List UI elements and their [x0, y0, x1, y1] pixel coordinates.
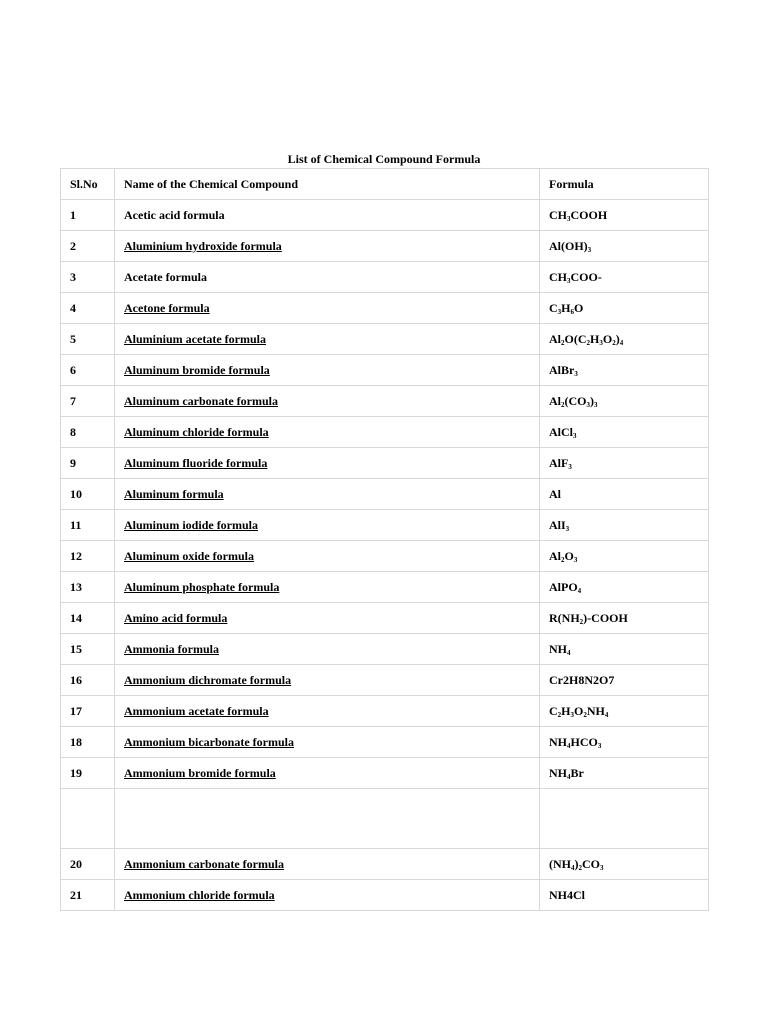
- formula-text: CH: [549, 207, 567, 222]
- formula-text: C: [549, 300, 558, 315]
- formula-cell: [540, 448, 709, 479]
- formula-text: COOH: [570, 207, 608, 222]
- compound-link[interactable]: Ammonium bicarbonate formula: [124, 734, 294, 749]
- compound-link[interactable]: Aluminum phosphate formula: [124, 579, 280, 594]
- table-row: [61, 355, 709, 386]
- compound-link[interactable]: Ammonium bromide formula: [124, 765, 276, 780]
- formula-subscript: 2: [561, 555, 565, 564]
- formula-text: NH: [549, 765, 567, 780]
- sl-no-cell: 2: [61, 231, 115, 262]
- table-row: [61, 479, 709, 510]
- formula-text: Cr2H8N2O7: [549, 672, 615, 687]
- formula-text: H: [561, 703, 571, 718]
- formula-subscript: 2: [612, 338, 616, 347]
- compound-link[interactable]: Aluminium hydroxide formula: [124, 238, 282, 253]
- compound-name: Acetic acid formula: [124, 207, 225, 222]
- formula-cell: [540, 572, 709, 603]
- sl-no-cell: 9: [61, 448, 115, 479]
- sl-no-cell: 1: [61, 200, 115, 231]
- formula-subscript: 2: [578, 863, 582, 872]
- compound-name-cell: [115, 880, 540, 911]
- formula-text: NH4Cl: [549, 887, 585, 902]
- table-row: [61, 324, 709, 355]
- sl-no-cell: 19: [61, 758, 115, 789]
- sl-no-cell: 18: [61, 727, 115, 758]
- sl-no-cell: 21: [61, 880, 115, 911]
- formula-cell: [540, 849, 709, 880]
- formula-subscript: 2: [586, 338, 590, 347]
- compound-name-cell: [115, 849, 540, 880]
- formula-text: AlI: [549, 517, 566, 532]
- formula-subscript: 3: [574, 369, 578, 378]
- formula-text: ): [615, 331, 620, 346]
- table-row: [61, 262, 709, 293]
- formula-cell: [540, 355, 709, 386]
- compound-name: Acetate formula: [124, 269, 207, 284]
- compound-link[interactable]: Aluminum formula: [124, 486, 224, 501]
- compound-link[interactable]: Aluminum oxide formula: [124, 548, 255, 563]
- formula-text: Al(OH): [549, 238, 588, 253]
- formula-text: NH: [549, 734, 567, 749]
- sl-no-cell: 8: [61, 417, 115, 448]
- sl-no-cell: 20: [61, 849, 115, 880]
- formula-text: COO-: [570, 269, 602, 284]
- header-compound-name: Name of the Chemical Compound: [115, 169, 540, 200]
- formula-cell: [540, 293, 709, 324]
- compound-name-cell: [115, 572, 540, 603]
- page-title: List of Chemical Compound Formula: [287, 152, 481, 166]
- compound-name-cell: [115, 417, 540, 448]
- compound-name-cell: [115, 479, 540, 510]
- formula-subscript: 4: [604, 710, 609, 719]
- formula-subscript: 6: [570, 307, 575, 316]
- formula-text: R(NH: [549, 610, 580, 625]
- formula-subscript: 4: [567, 772, 571, 781]
- compound-link[interactable]: Aluminium acetate formula: [124, 331, 266, 346]
- formula-subscript: 3: [568, 462, 572, 471]
- table-row: [61, 231, 709, 262]
- formula-subscript: 2: [579, 617, 584, 626]
- formula-subscript: 3: [573, 555, 578, 564]
- formula-cell: [540, 541, 709, 572]
- compound-link[interactable]: Aluminum bromide formula: [124, 362, 270, 377]
- formula-cell: [540, 479, 709, 510]
- sl-no-cell: 13: [61, 572, 115, 603]
- formula-cell: [540, 665, 709, 696]
- formula-text: )-COOH: [583, 610, 628, 625]
- sl-no-cell: 10: [61, 479, 115, 510]
- compound-link[interactable]: Ammonia formula: [124, 641, 219, 656]
- compound-name-cell: [115, 355, 540, 386]
- sl-no-cell: 17: [61, 696, 115, 727]
- formula-subscript: 3: [599, 338, 603, 347]
- compound-link[interactable]: Ammonium acetate formula: [124, 703, 269, 718]
- table-row: [61, 572, 709, 603]
- compound-name-cell: [115, 665, 540, 696]
- empty-cell: [61, 789, 115, 849]
- compound-name-cell: [115, 541, 540, 572]
- formula-text: (CO: [564, 393, 587, 408]
- sl-no-cell: 16: [61, 665, 115, 696]
- formula-text: H: [561, 300, 571, 315]
- table-row: [61, 696, 709, 727]
- formula-text: Al: [549, 486, 561, 501]
- formula-text: AlBr: [549, 362, 575, 377]
- formula-text: CO: [582, 856, 600, 871]
- formula-subscript: 3: [573, 431, 577, 440]
- formula-subscript: 3: [557, 307, 562, 316]
- table-row-empty: [61, 789, 709, 849]
- formula-text: O: [564, 548, 574, 563]
- sl-no-cell: 3: [61, 262, 115, 293]
- formula-subscript: 4: [567, 741, 571, 750]
- header-formula: Formula: [540, 169, 709, 200]
- formula-cell: [540, 634, 709, 665]
- formula-text: O: [602, 331, 613, 346]
- formula-cell: [540, 510, 709, 541]
- sl-no-cell: 15: [61, 634, 115, 665]
- formula-cell: [540, 603, 709, 634]
- sl-no-cell: 7: [61, 386, 115, 417]
- table-row: [61, 880, 709, 911]
- formula-cell: [540, 880, 709, 911]
- compound-name-cell: [115, 293, 540, 324]
- compound-name-cell: [115, 386, 540, 417]
- formula-text: O: [574, 300, 584, 315]
- formula-subscript: 2: [561, 400, 565, 409]
- empty-cell: [115, 789, 540, 849]
- compound-name-cell: [115, 603, 540, 634]
- formula-text: NH: [549, 641, 567, 656]
- table-row: [61, 293, 709, 324]
- compound-link[interactable]: Aluminum chloride formula: [124, 424, 269, 439]
- formula-text: (NH: [549, 856, 571, 871]
- formula-cell: [540, 696, 709, 727]
- formula-text: AlPO: [549, 579, 578, 594]
- sl-no-cell: 14: [61, 603, 115, 634]
- table-row: [61, 634, 709, 665]
- formula-text: Al: [549, 393, 561, 408]
- compound-link[interactable]: Ammonium chloride formula: [124, 887, 275, 902]
- formula-subscript: 3: [594, 400, 598, 409]
- compound-name-cell: [115, 231, 540, 262]
- formula-cell: [540, 727, 709, 758]
- compound-name-cell: [115, 758, 540, 789]
- formula-text: C: [549, 703, 558, 718]
- sl-no-cell: 11: [61, 510, 115, 541]
- formula-subscript: 3: [600, 863, 604, 872]
- formula-subscript: 3: [587, 245, 592, 254]
- formula-text: O: [574, 703, 584, 718]
- formula-text: AlCl: [549, 424, 573, 439]
- formula-text: ): [574, 856, 579, 871]
- table-row: [61, 417, 709, 448]
- formula-cell: [540, 231, 709, 262]
- formula-subscript: 2: [557, 710, 562, 719]
- formula-subscript: 4: [619, 338, 624, 347]
- formula-cell: [540, 386, 709, 417]
- sl-no-cell: 5: [61, 324, 115, 355]
- compound-link[interactable]: Ammonium carbonate formula: [124, 856, 284, 871]
- table-row: [61, 200, 709, 231]
- formula-text: O(C: [564, 331, 587, 346]
- formula-text: Al: [549, 548, 561, 563]
- compound-link[interactable]: Aluminum iodide formula: [124, 517, 259, 532]
- header-sl-no: Sl.No: [61, 169, 115, 200]
- formula-text: ): [590, 393, 594, 408]
- table-header-row: [61, 169, 709, 200]
- formula-cell: [540, 262, 709, 293]
- formula-text: Br: [570, 765, 584, 780]
- table-body: [61, 200, 709, 911]
- compound-link[interactable]: Amino acid formula: [124, 610, 228, 625]
- compound-link[interactable]: Ammonium dichromate formula: [124, 672, 292, 687]
- empty-cell: [540, 789, 709, 849]
- formula-text: H: [590, 331, 600, 346]
- compound-name-cell: [115, 200, 540, 231]
- formula-subscript: 3: [565, 524, 570, 533]
- sl-no-cell: 12: [61, 541, 115, 572]
- compound-name-cell: [115, 634, 540, 665]
- formula-cell: [540, 324, 709, 355]
- table-row: [61, 541, 709, 572]
- formula-subscript: 3: [567, 276, 571, 285]
- compound-link[interactable]: Aluminum carbonate formula: [124, 393, 278, 408]
- table-row: [61, 510, 709, 541]
- table-row: [61, 603, 709, 634]
- formula-cell: [540, 200, 709, 231]
- table-row: [61, 448, 709, 479]
- formula-subscript: 2: [561, 338, 565, 347]
- compound-name-cell: [115, 448, 540, 479]
- sl-no-cell: 4: [61, 293, 115, 324]
- formula-subscript: 3: [570, 710, 575, 719]
- formula-subscript: 3: [567, 214, 571, 223]
- compound-link[interactable]: Acetone formula: [124, 300, 210, 315]
- table-row: [61, 758, 709, 789]
- compound-name-cell: [115, 696, 540, 727]
- table-row: [61, 849, 709, 880]
- formula-cell: [540, 758, 709, 789]
- sl-no-cell: 6: [61, 355, 115, 386]
- compound-table: [60, 168, 709, 911]
- formula-subscript: 2: [583, 710, 587, 719]
- compound-name-cell: [115, 324, 540, 355]
- formula-subscript: 4: [577, 586, 582, 595]
- formula-subscript: 4: [567, 648, 571, 657]
- formula-text: Al: [549, 331, 561, 346]
- formula-subscript: 3: [597, 741, 602, 750]
- formula-text: CH: [549, 269, 567, 284]
- table-row: [61, 386, 709, 417]
- compound-link[interactable]: Aluminum fluoride formula: [124, 455, 268, 470]
- formula-text: NH: [586, 703, 605, 718]
- formula-subscript: 4: [571, 863, 575, 872]
- formula-subscript: 3: [586, 400, 590, 409]
- formula-cell: [540, 417, 709, 448]
- table-row: [61, 665, 709, 696]
- compound-name-cell: [115, 727, 540, 758]
- formula-text: AlF: [549, 455, 569, 470]
- compound-name-cell: [115, 510, 540, 541]
- table-row: [61, 727, 709, 758]
- compound-name-cell: [115, 262, 540, 293]
- formula-text: HCO: [570, 734, 598, 749]
